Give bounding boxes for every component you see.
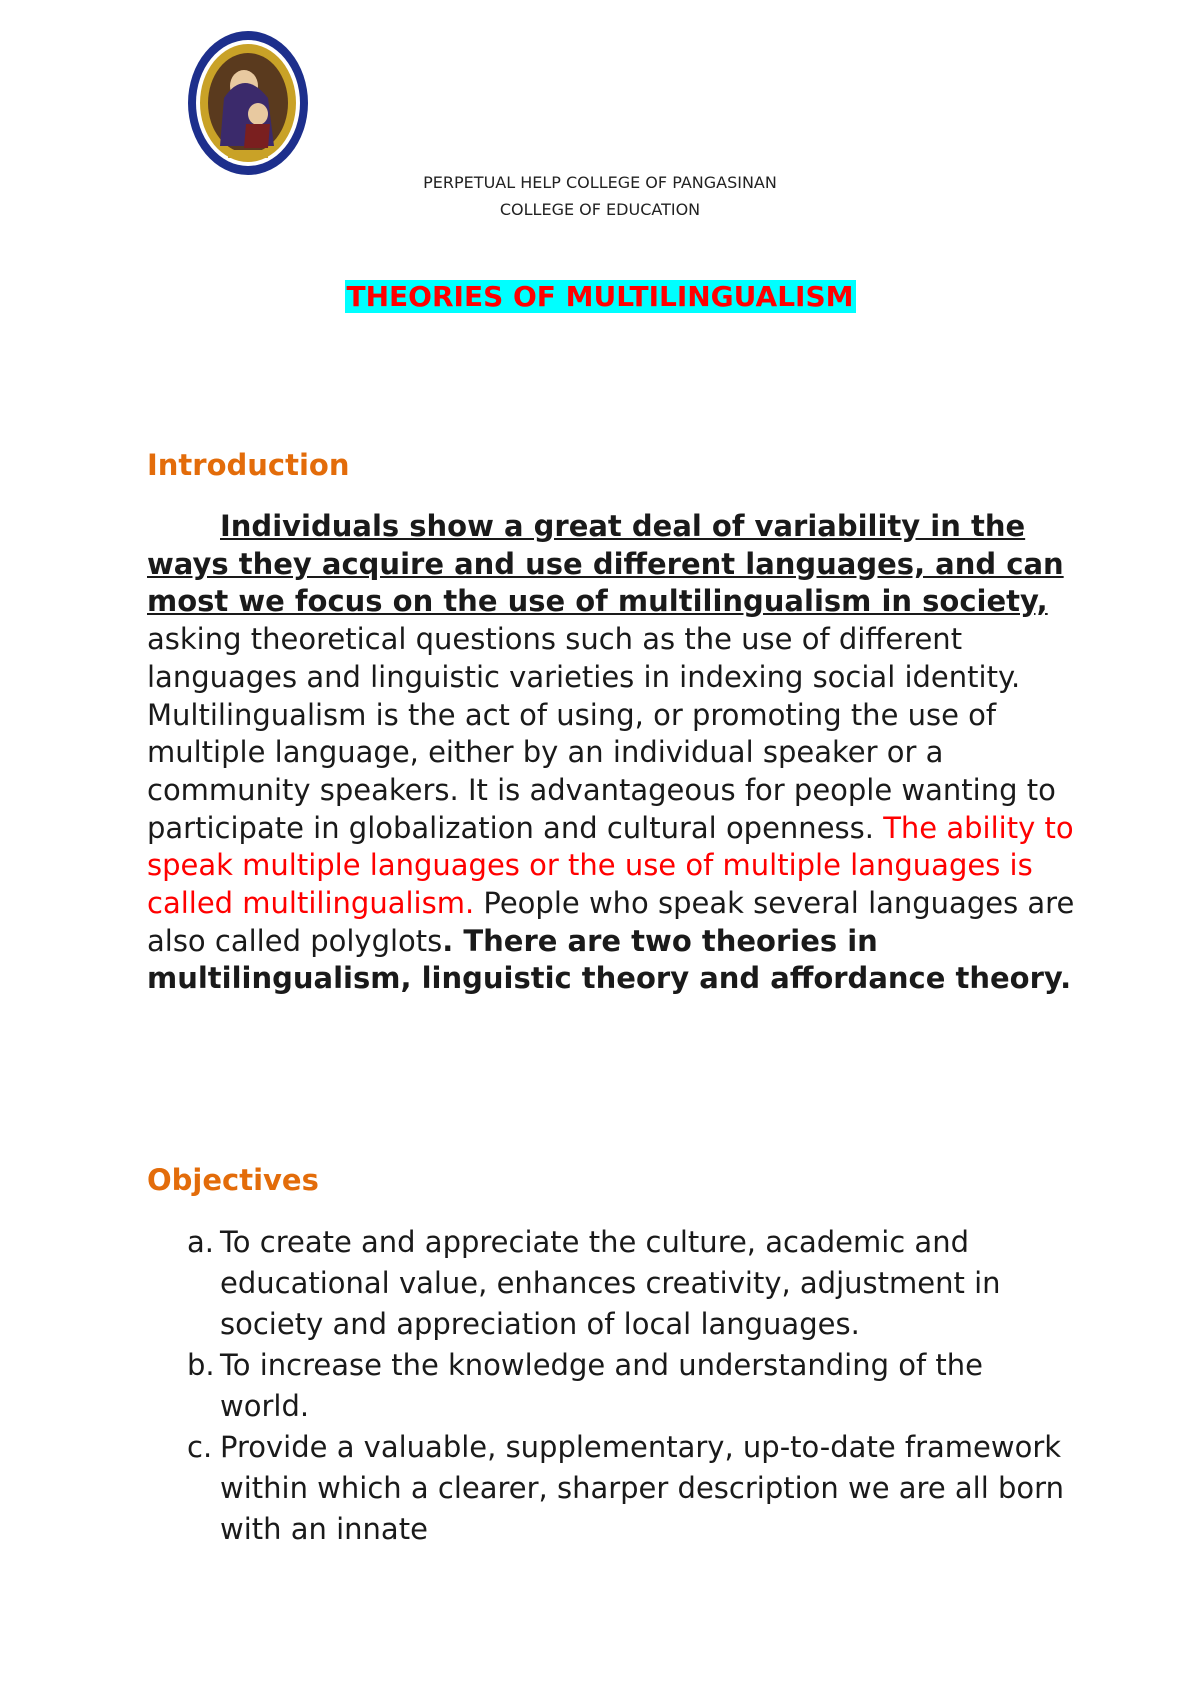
college-name: PERPETUAL HELP COLLEGE OF PANGASINAN: [423, 173, 777, 192]
intro-polyglots-text: People who speak several languages are also called polyglots: [147, 886, 1075, 958]
title-text: THEORIES OF MULTILINGUALISM: [346, 280, 854, 313]
introduction-heading: Introduction: [147, 448, 350, 482]
objective-item: [147, 1427, 1077, 1550]
introduction-paragraph: [147, 508, 1077, 998]
intro-definition-text: The ability to speak multiple languages or the use of multiple languages is called multilingualism.: [147, 810, 1074, 921]
objective-text: To create and appreciate the culture, academic and educational value, enhances creativity, adjustment in society and appreciation of local languages.: [220, 1225, 1001, 1341]
objective-marker: b.: [187, 1348, 215, 1382]
document-title: [0, 278, 1200, 316]
objective-text: Provide a valuable, supplementary, up-to-date framework within which a clearer, sharper description we are all born with an innate: [220, 1430, 1064, 1546]
objectives-list: [147, 1222, 1077, 1550]
objective-marker: a.: [187, 1225, 214, 1259]
department-name: COLLEGE OF EDUCATION: [499, 200, 701, 219]
objectives-heading: Objectives: [147, 1163, 319, 1197]
intro-theories-text: . There are two theories in multilingualism, linguistic theory and affordance theory.: [147, 923, 1072, 996]
objective-item: [147, 1345, 1077, 1427]
university-seal-logo: [184, 28, 312, 178]
intro-underlined-text: Individuals show a great deal of variability in the ways they acquire and use different languages, and can most we focus on the use of multilingualism in society,: [147, 509, 1064, 619]
objective-item: [147, 1222, 1077, 1345]
objective-marker: c.: [187, 1430, 213, 1464]
objective-text: To increase the knowledge and understanding of the world.: [220, 1348, 983, 1423]
intro-body-text: asking theoretical questions such as the use of different languages and linguistic varieties in indexing social identity. Multilingualism is the act of using, or promoting the use of multiple language, either by an individual speaker or a community speakers. It is advantageous for people wanting to participate in globalization and cultural openness.: [147, 622, 1056, 845]
